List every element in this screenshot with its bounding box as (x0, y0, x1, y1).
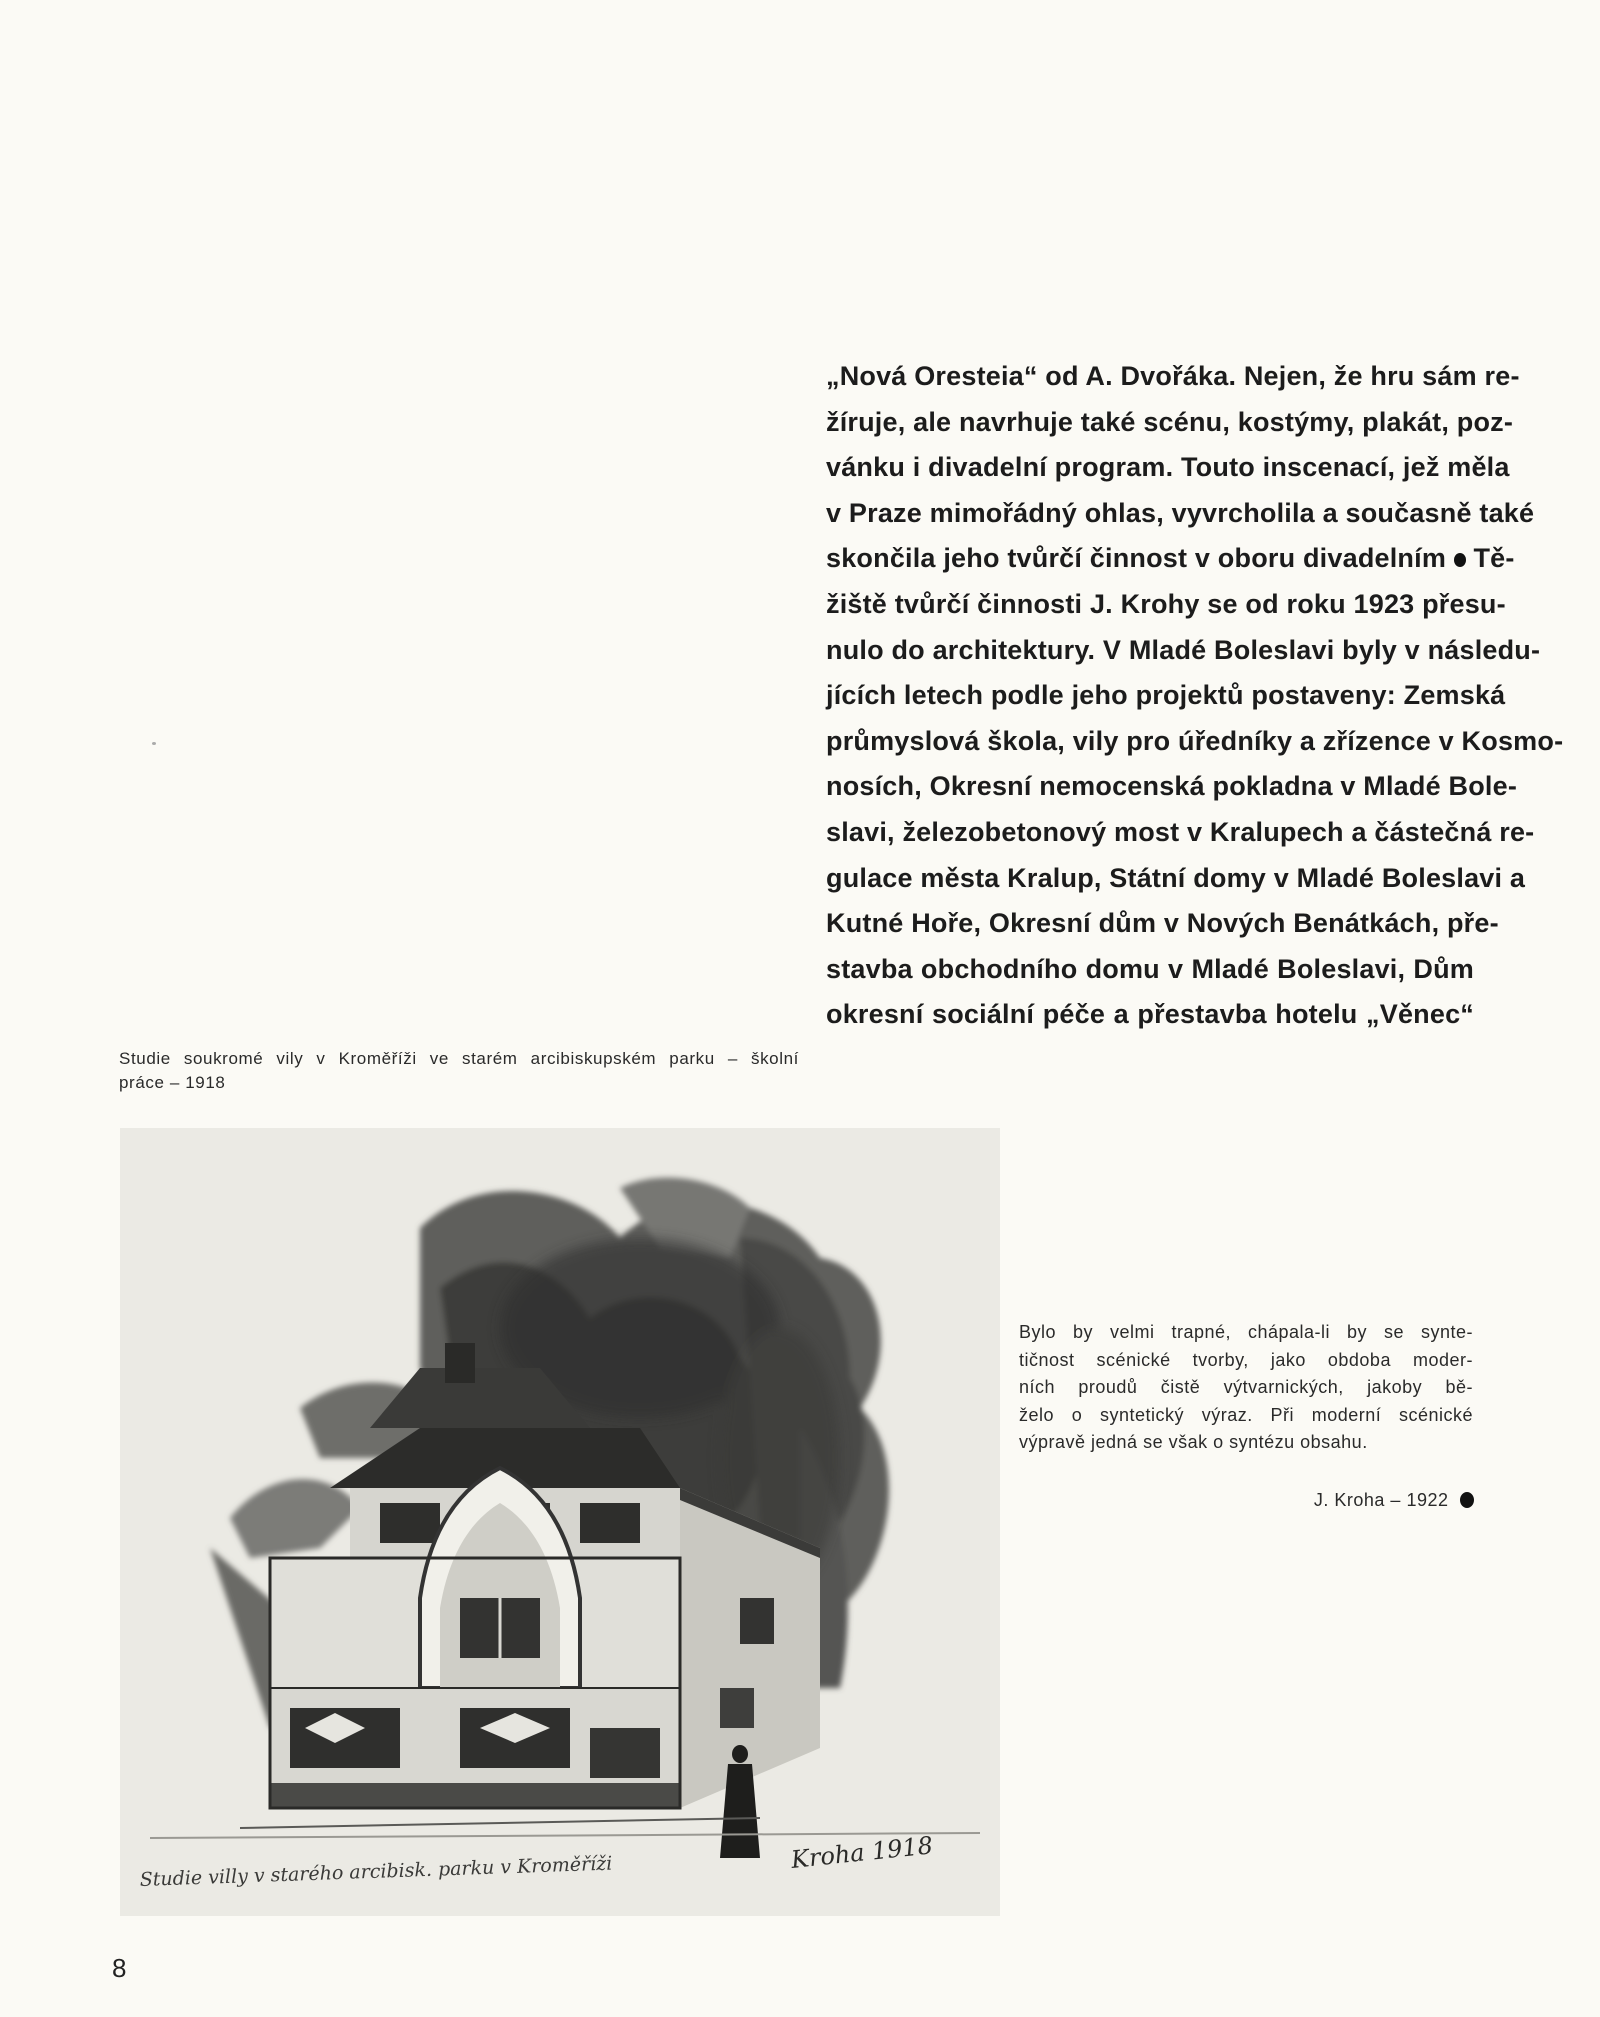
quote-line: Bylo by velmi trapné, chápala-li by se synte- (1019, 1322, 1473, 1342)
main-text-line: žíruje, ale navrhuje také scénu, kostýmy, plakát, poz- (826, 406, 1514, 437)
villa-sketch-figure (120, 1128, 1000, 1916)
bullet-icon (1460, 1492, 1474, 1508)
main-text-line: gulace města Kralup, Státní domy v Mladé Boleslavi a (826, 862, 1526, 893)
caption-line: Studie soukromé vily v Kroměříži ve starém arcibiskupském parku – školní (119, 1049, 799, 1068)
main-text-line: jících letech podle jeho projektů postaveny: Zemská (826, 680, 1506, 711)
artist-signature: Kroha 1918 (789, 1831, 935, 1874)
quote-attribution (1250, 1490, 1474, 1511)
caption-line: práce – 1918 (119, 1073, 226, 1092)
main-text-line: vánku i divadelní program. Touto inscenací, jež měla (826, 452, 1510, 483)
main-text-line: nulo do architektury. V Mladé Boleslavi byly v následu- (826, 634, 1541, 665)
main-text-line-segment: skončila jeho tvůrčí činnost v oboru divadelním (826, 543, 1447, 574)
quote-line: výpravě jedná se však o syntézu obsahu. (1019, 1432, 1368, 1452)
main-body-text (826, 354, 1564, 1038)
main-text-line: „Nová Oresteia“ od A. Dvořáka. Nejen, že hru sám re- (826, 361, 1520, 391)
main-text-line: průmyslová škola, vily pro úředníky a zřízence v Kosmo- (826, 725, 1564, 756)
page-number: 8 (112, 1953, 127, 1983)
villa-sketch-drawing (120, 1128, 1000, 1916)
main-text-line: v Praze mimořádný ohlas, vyvrcholila a současně také (826, 497, 1535, 528)
quote-line: ních proudů čistě výtvarnických, jakoby bě- (1019, 1377, 1473, 1397)
main-text-line-with-bullet (826, 536, 1515, 582)
main-text-line: slavi, železobetonový most v Kralupech a částečná re- (826, 816, 1535, 847)
attribution-text: J. Kroha – 1922 (1313, 1490, 1449, 1510)
main-text-line: nosích, Okresní nemocenská pokladna v Mladé Bole- (826, 771, 1518, 802)
main-text-line: stavba obchodního domu v Mladé Boleslavi, Dům (826, 953, 1474, 984)
figure-caption (119, 1047, 799, 1095)
handwritten-caption: Studie villy v starého arcibisk. parku v Kroměříži (139, 1852, 613, 1891)
main-text-line: okresní sociální péče a přestavba hotelu „Věnec“ (826, 999, 1474, 1030)
quote-line: tičnost scénické tvorby, jako obdoba moder- (1019, 1349, 1473, 1370)
bullet-icon (1454, 553, 1466, 567)
main-text-line: Kutné Hoře, Okresní dům v Nových Benátkách, pře- (826, 908, 1499, 939)
quote-line: želo o syntetický výraz. Při moderní scénické (1019, 1404, 1473, 1425)
quote-block (1019, 1319, 1473, 1457)
main-text-line: žiště tvůrčí činnosti J. Krohy se od roku 1923 přesu- (826, 588, 1506, 619)
main-text-line-segment: Tě- (1473, 543, 1515, 574)
dust-speck (152, 742, 156, 745)
